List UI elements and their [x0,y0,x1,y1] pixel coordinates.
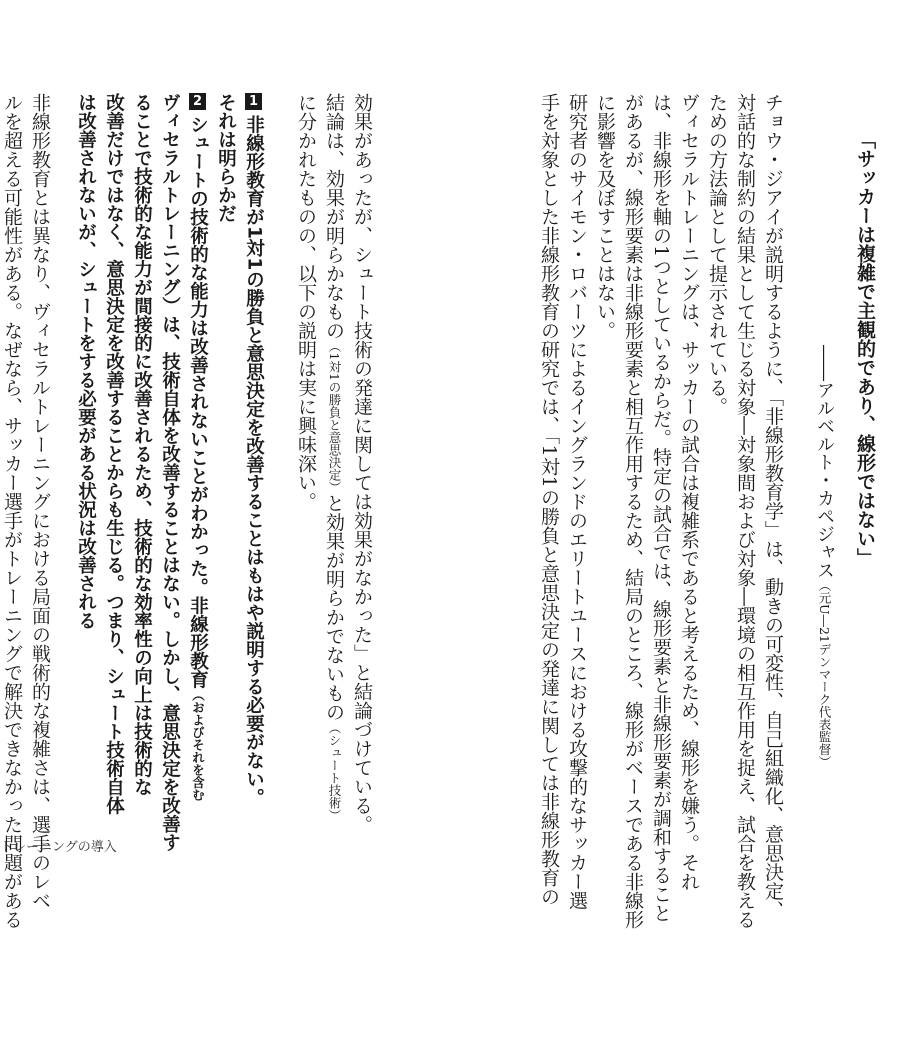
body-line: に分かれたものの、以下の説明は実に興味深い。 [295,93,317,511]
number-marker-2: 2 [189,93,206,110]
body-line: があるが、線形要素は非線形要素と相互作用するため、結局のところ、線形がベースである非線形 [622,93,644,929]
body-text: と効果が明らかでないもの [323,493,345,722]
list-text: シュートの技術的な能力は改善されないことがわかった。非線形教育 [187,115,209,689]
body-line: 手を対象とした非線形教育の研究では、「1対1の勝負と意思決定の発達に関しては非線形教育の [538,93,560,906]
number-marker-1: 1 [245,93,262,110]
body-line: 対話的な制約の結果として生じる対象―対象間および対象―環境の相互作用を捉え、試合を教える [734,93,756,929]
body-line: ヴィセラルトレーニングは、サッカーの試合は複雑系であると考えるため、線形を嫌う。それ [678,93,700,891]
quote-attribution [815,345,833,1057]
body-line: ルを超える可能性がある。なぜなら、サッカー選手がトレーニングで解決できなかった問題がある [1,93,23,929]
list-item-1-line [244,93,263,805]
body-line: 効果があったが、シュート技術の発達に関しては効果がなかった」と結論づけている。 [351,93,373,834]
quote-title: 「サッカーは複雑で主観的であり、線形ではない」 [854,130,876,567]
attribution-note: （元U―21デンマーク代表監督） [817,579,832,768]
inline-note: （シュート技術） [327,721,342,822]
running-footer: トレーニングの導入 [0,840,117,855]
body-line: チョウ・ジアイが説明するように、「非線形教育学」は、動きの可変性、自己組織化、意思決定、 [762,93,784,920]
list-item-2-line: は改善されないが、シュートをする必要がある状況は改善される [75,93,97,630]
list-text: 非線形教育が1対1の勝負と意思決定を改善することはもはや説明する必要がない。 [243,115,265,807]
body-line: に影響を及ぼすことはない。 [594,93,616,340]
list-item-2-line: 改善だけではなく、意思決定を改善することからも生じる。つまり、シュート技術自体 [103,93,125,815]
body-line: ための方法論として提示されている。 [706,93,728,416]
list-item-2-line [188,93,207,805]
list-item-1-line: それは明らかだ [215,93,237,223]
body-text: 結論は、効果が明らかなもの [323,93,345,340]
list-item-2-line: ることで技術的な能力が間接的に改善されるため、技術的な効率性の向上は技術的な [131,93,153,796]
body-line: 非線形教育とは異なり、ヴィセラルトレーニングにおける局面の戦術的な複雑さは、選手のレベ [29,93,51,910]
body-line [323,93,345,822]
body-line: は、非線形を軸の1つとしているからだ。特定の試合では、線形要素と非線形要素が調和すること [650,93,672,923]
inline-note: （およびそれを含む [190,688,206,801]
list-item-2-line: ヴィセラルトレーニング）は、技術自体を改善することはない。しかし、意思決定を改善す [159,93,181,852]
body-line: 研究者のサイモン・ロバーツによるイングランドのエリートユースにおける攻撃的なサッカー選 [566,93,588,910]
attribution-name: ――アルベルト・カペジャス [814,345,835,579]
inline-note: （1対1の勝負と意思決定） [327,340,342,494]
